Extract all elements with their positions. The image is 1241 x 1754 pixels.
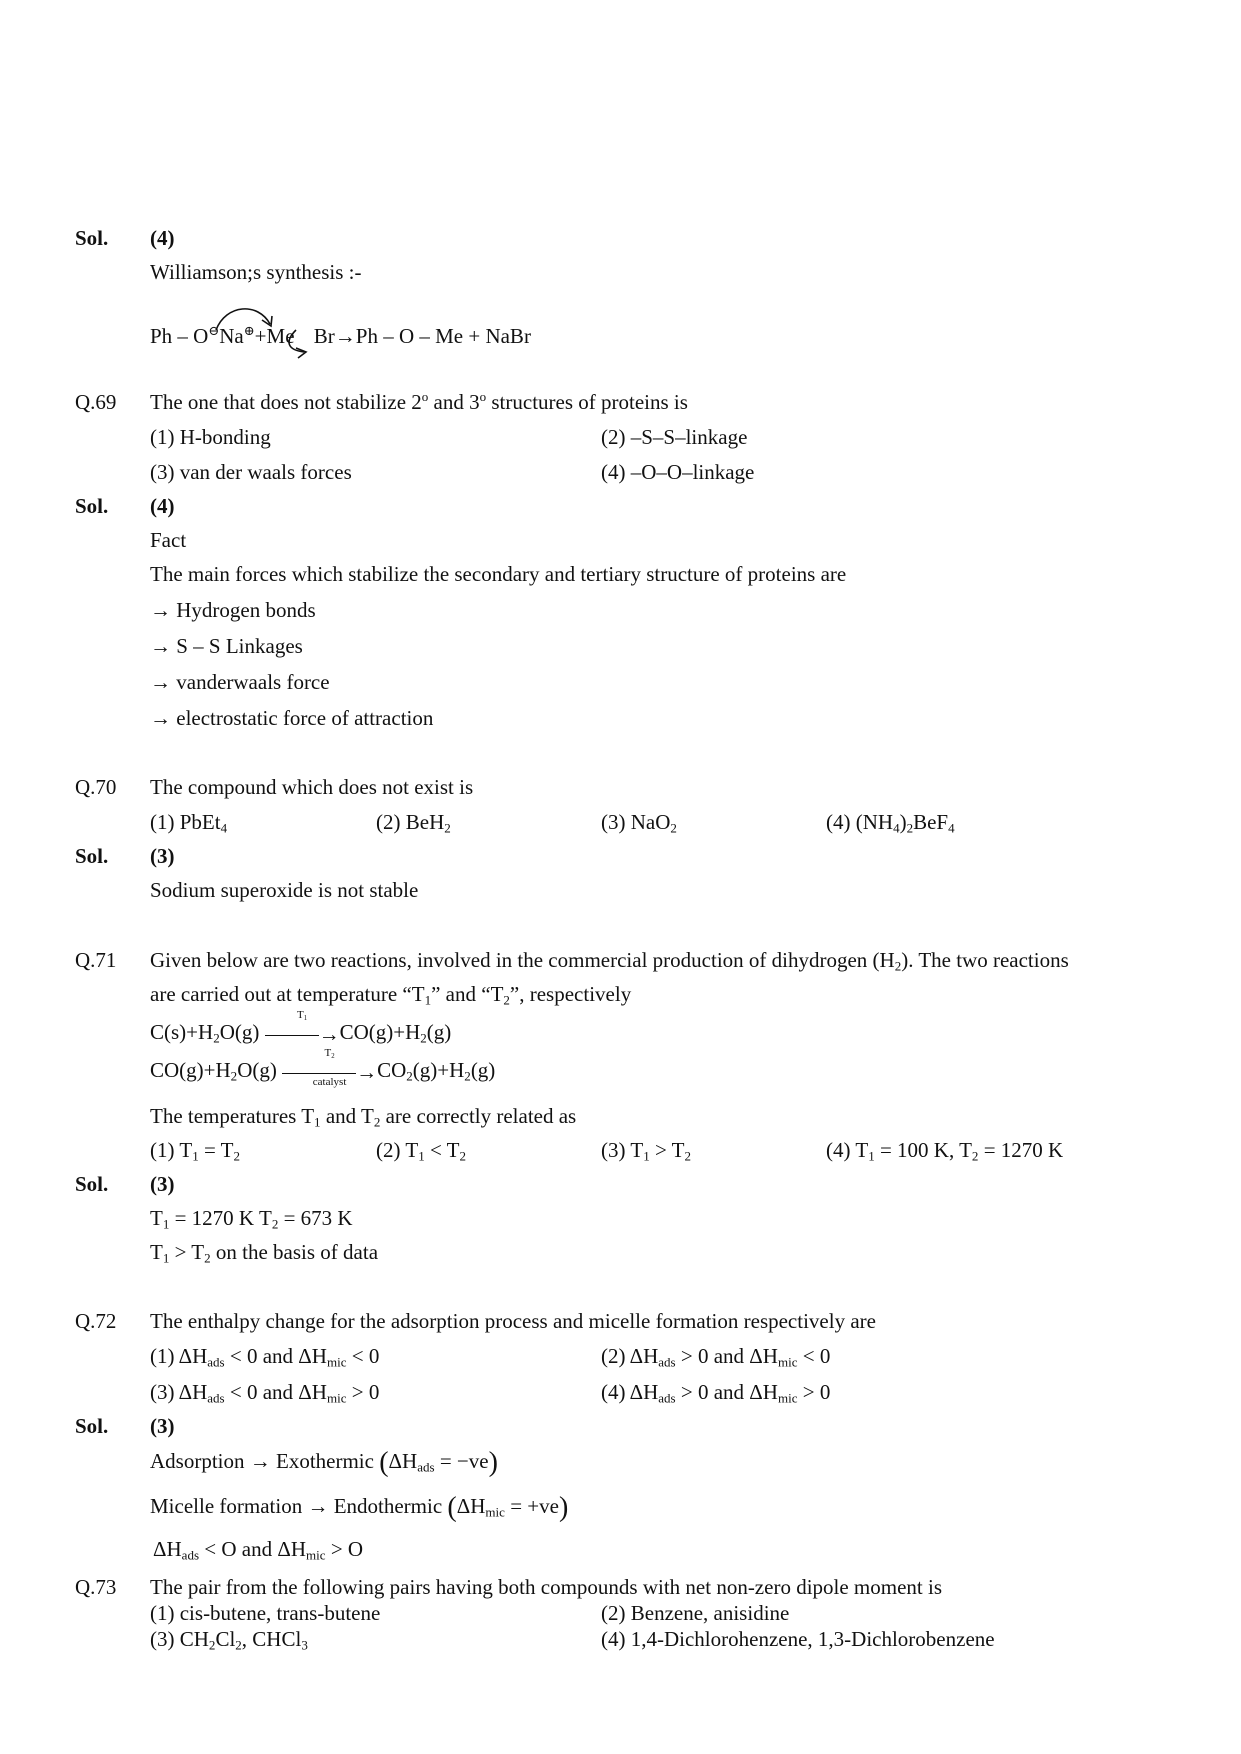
answer-72: (3) [150,1414,175,1438]
q69-sol-line: → Hydrogen bonds [150,598,316,622]
q72-option-1: (1) $\Delta H_{ads} < 0$ and $\Delta H_{mic} < 0$ [150,1344,380,1370]
question-label-72: Q.72 [75,1309,117,1333]
q72-option-3: (3) $\Delta H_{ads} < 0$ and $\Delta H_{mic} > 0$ [150,1380,380,1406]
reaction-1: $C(s)+H_2O(g)$ $T_1$ $\to CO(g)+H_2(g)$ [150,1009,452,1046]
q72-sol-line-2: Micelle formation → Endothermic $(\Delta H_{mic} = +ve)$ [150,1492,569,1523]
q69-option-3: (3) van der waals forces [150,460,352,484]
answer-68: (4) [150,226,175,250]
q69-sol-line: The main forces which stabilize the secondary and tertiary structure of proteins are [150,562,847,586]
question-text-72: The enthalpy change for the adsorption process and micelle formation respectively are [150,1309,876,1333]
answer-71: (3) [150,1172,175,1196]
electron-arrows-icon [200,296,360,366]
q73-option-4: (4) 1,4-Dichlorohenzene, 1,3-Dichlorobenzene [601,1627,995,1651]
q69-sol-line: → S – S Linkages [150,634,303,658]
q72-sol-line-3: $\Delta H_{ads} < O$ and $\Delta H_{mic} > O$ [153,1537,364,1563]
q71-sol-line-1: $T_1 = 1270$ K $T_2 = 673$ K [150,1206,353,1232]
q70-option-1: (1) PbEt$_4$ [150,810,228,836]
q72-sol-line-1: Adsorption → Exothermic $(\Delta H_{ads} = -ve)$ [150,1447,498,1478]
q71-sol-line-2: $T_1 > T_2$ on the basis of data [150,1240,379,1266]
q73-option-2: (2) Benzene, anisidine [601,1601,790,1625]
reaction-arrow-icon: $T_1$ → [265,1022,340,1045]
q70-option-4: (4) $(NH_4)_2BeF_4$ [826,810,955,836]
question-label-73: Q.73 [75,1575,117,1599]
q70-solution: Sodium superoxide is not stable [150,878,419,902]
q71-option-2: (2) $T_1 < T_2$ [376,1138,467,1164]
q71-relation-text: The temperatures $T_1$ and $T_2$ are correctly related as [150,1104,577,1130]
q71-option-4: (4) $T_1 = 100$ K, $T_2 = 1270$ K [826,1138,1064,1164]
q71-option-3: (3) $T_1 > T_2$ [601,1138,692,1164]
q69-sol-line: → electrostatic force of attraction [150,706,434,730]
q73-option-1: (1) cis-butene, trans-butene [150,1601,381,1625]
question-text-71b: are carried out at temperature “$T_1$” and “$T_2$”, respectively [150,982,632,1008]
question-text-73: The pair from the following pairs having both compounds with net non-zero dipole moment is [150,1575,943,1599]
q69-option-2: (2) –S–S–linkage [601,425,748,449]
sol-label-72: Sol. [75,1414,109,1438]
question-label-69: Q.69 [75,390,117,414]
sol-label-71: Sol. [75,1172,109,1196]
question-text-69: The one that does not stabilize 2$^o$ and 3$^o$ structures of proteins is [150,389,688,414]
sol-label-70: Sol. [75,844,109,868]
q72-option-2: (2) $\Delta H_{ads} > 0$ and $\Delta H_{mic} < 0$ [601,1344,831,1370]
question-text-70: The compound which does not exist is [150,775,474,799]
q73-option-3: (3) $CH_2Cl_2$, CHCl$_3$ [150,1627,308,1653]
williamson-equation: Ph – O⊖Na⊕+Me Br→Ph – O – Me + NaBr [150,323,531,348]
q69-sol-line: → vanderwaals force [150,670,330,694]
q70-option-2: (2) BeH$_2$ [376,810,451,836]
question-label-70: Q.70 [75,775,117,799]
q71-option-1: (1) $T_1 = T_2$ [150,1138,241,1164]
q69-option-1: (1) H-bonding [150,425,271,449]
sol-label-68: Sol. [75,226,109,250]
reaction-2: $CO(g)+H_2O(g)$ $T_2$ → catalyst $CO_2(g)+H_2(g)$ [150,1047,496,1088]
williamson-title: Williamson;s synthesis :- [150,260,362,284]
sol-label-69: Sol. [75,494,109,518]
q70-option-3: (3) NaO$_2$ [601,810,677,836]
q69-sol-line: Fact [150,528,187,552]
reaction-arrow-icon: $T_2$ → catalyst [282,1060,377,1083]
q72-option-4: (4) $\Delta H_{ads} > 0$ and $\Delta H_{mic} > 0$ [601,1380,831,1406]
q69-option-4: (4) –O–O–linkage [601,460,755,484]
question-text-71: Given below are two reactions, involved in the commercial production of dihydrogen $(H_2)$. The two reactions [150,948,1069,974]
answer-70: (3) [150,844,175,868]
question-label-71: Q.71 [75,948,117,972]
answer-69: (4) [150,494,175,518]
